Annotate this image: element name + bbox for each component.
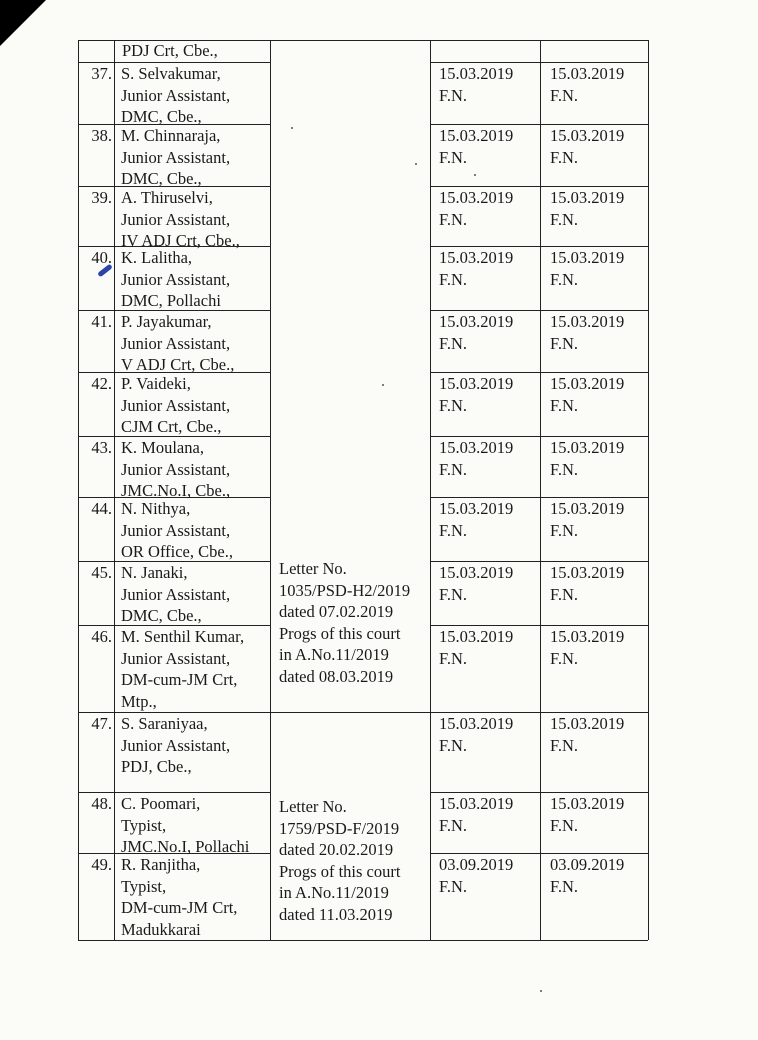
- employee-detail-line: DMC, Cbe.,: [121, 606, 202, 625]
- reference-text: dated 07.02.2019: [279, 602, 394, 621]
- serial-number: 37.: [91, 64, 112, 83]
- joined-date: 15.03.2019: [550, 188, 625, 207]
- relieved-date: F.N.: [439, 85, 468, 105]
- relieved-date: F.N.: [439, 459, 468, 479]
- column-rule: [430, 40, 431, 940]
- joined-date: F.N.: [550, 147, 579, 167]
- joined-date: F.N.: [550, 85, 579, 105]
- employee-detail-line: S. Selvakumar,: [121, 64, 221, 83]
- employee-detail-line: Typist,: [121, 815, 167, 835]
- relieved-date: 15.03.2019: [439, 794, 514, 813]
- joined-date: 15.03.2019: [550, 126, 625, 145]
- column-rule: [270, 40, 271, 940]
- employee-detail-line: JMC.No.I, Cbe.,: [121, 481, 231, 500]
- employee-detail-line: Junior Assistant,: [121, 85, 231, 105]
- employee-detail-line: Junior Assistant,: [121, 147, 231, 167]
- reference-text: dated 08.03.2019: [279, 666, 394, 686]
- employee-detail-line: DMC, Cbe.,: [121, 169, 202, 188]
- relieved-date: F.N.: [439, 395, 468, 415]
- reference-text: 1035/PSD-H2/2019: [279, 580, 411, 600]
- relieved-date: 15.03.2019: [439, 188, 514, 207]
- relieved-date: 15.03.2019: [439, 374, 514, 393]
- relieved-date: F.N.: [439, 584, 468, 604]
- reference-text: dated 20.02.2019: [279, 840, 394, 859]
- reference-text: in A.No.11/2019: [279, 883, 389, 902]
- reference-text: Letter No.: [279, 559, 347, 578]
- reference-text: Progs of this court: [279, 861, 401, 881]
- relieved-date: F.N.: [439, 209, 468, 229]
- relieved-date: F.N.: [439, 269, 468, 289]
- joined-date: F.N.: [550, 269, 579, 289]
- ref-rule: [270, 712, 430, 713]
- reference-text: 1759/PSD-F/2019: [279, 818, 400, 838]
- serial-number: 44.: [91, 499, 112, 518]
- employee-detail-line: K. Moulana,: [121, 438, 204, 457]
- employee-detail-line: Junior Assistant,: [121, 584, 231, 604]
- joined-date: F.N.: [550, 459, 579, 479]
- employee-detail-line: Junior Assistant,: [121, 209, 231, 229]
- employee-detail-line: JMC.No.I, Pollachi: [121, 837, 250, 856]
- relieved-date: F.N.: [439, 876, 468, 896]
- serial-number: 49.: [91, 855, 112, 874]
- serial-number: 38.: [91, 126, 112, 145]
- reference-text: dated 11.03.2019: [279, 904, 393, 924]
- employee-detail-line: Junior Assistant,: [121, 269, 231, 289]
- relieved-date: 15.03.2019: [439, 64, 514, 83]
- reference-text: in A.No.11/2019: [279, 645, 389, 664]
- employee-detail-line: Typist,: [121, 876, 167, 896]
- employee-detail-line: M. Senthil Kumar,: [121, 627, 245, 646]
- joined-date: 15.03.2019: [550, 627, 625, 646]
- employee-detail-line: Junior Assistant,: [121, 520, 231, 540]
- joined-date: F.N.: [550, 333, 579, 353]
- employee-detail-line: Junior Assistant,: [121, 735, 231, 755]
- serial-number: 42.: [91, 374, 112, 393]
- scan-speck: [540, 990, 542, 992]
- employee-detail-line: A. Thiruselvi,: [121, 188, 213, 207]
- ref-rule: [270, 940, 430, 941]
- relieved-date: F.N.: [439, 815, 468, 835]
- joined-date: 15.03.2019: [550, 248, 625, 267]
- employee-detail-line: Junior Assistant,: [121, 648, 231, 668]
- relieved-date: 15.03.2019: [439, 438, 514, 457]
- employee-detail-line: Junior Assistant,: [121, 459, 231, 479]
- employee-detail-line: IV ADJ Crt, Cbe.,: [121, 231, 240, 250]
- name-cell-fragment: PDJ Crt, Cbe.,: [122, 41, 218, 60]
- serial-number: 39.: [91, 188, 112, 207]
- employee-detail-line: M. Chinnaraja,: [121, 126, 221, 145]
- joined-date: F.N.: [550, 815, 579, 835]
- employee-detail-line: Mtp.,: [121, 691, 157, 711]
- scan-speck: [474, 174, 476, 176]
- relieved-date: 15.03.2019: [439, 499, 514, 518]
- column-rule: [648, 40, 649, 940]
- column-rule: [540, 40, 541, 940]
- ref-rule: [270, 40, 430, 41]
- reference-text: Progs of this court: [279, 623, 401, 643]
- employee-detail-line: DM-cum-JM Crt,: [121, 898, 238, 917]
- employee-detail-line: S. Saraniyaa,: [121, 714, 208, 733]
- scan-speck: [415, 163, 417, 165]
- employee-detail-line: DMC, Pollachi: [121, 291, 221, 310]
- relieved-date: 15.03.2019: [439, 248, 514, 267]
- serial-number: 45.: [91, 563, 112, 582]
- employee-detail-line: P. Jayakumar,: [121, 312, 212, 331]
- column-rule: [114, 40, 115, 940]
- employee-detail-line: C. Poomari,: [121, 794, 201, 813]
- serial-number: 43.: [91, 438, 112, 457]
- employee-detail-line: V ADJ Crt, Cbe.,: [121, 355, 235, 374]
- scan-corner-shadow: [0, 0, 46, 46]
- relieved-date: F.N.: [439, 735, 468, 755]
- serial-number: 40.: [91, 248, 112, 267]
- joined-date: 15.03.2019: [550, 312, 625, 331]
- joined-date: 15.03.2019: [550, 714, 625, 733]
- joined-date: F.N.: [550, 520, 579, 540]
- joined-date: F.N.: [550, 648, 579, 668]
- serial-number: 46.: [91, 627, 112, 646]
- serial-number: 47.: [91, 714, 112, 733]
- relieved-date: 15.03.2019: [439, 312, 514, 331]
- relieved-date: 15.03.2019: [439, 126, 514, 145]
- joined-date: F.N.: [550, 876, 579, 896]
- joined-date: F.N.: [550, 209, 579, 229]
- joined-date: 15.03.2019: [550, 499, 625, 518]
- relieved-date: F.N.: [439, 520, 468, 540]
- joined-date: 15.03.2019: [550, 794, 625, 813]
- scan-speck: [291, 127, 293, 129]
- serial-number: 41.: [91, 312, 112, 331]
- employee-detail-line: Madukkarai: [121, 919, 201, 939]
- employee-detail-line: Junior Assistant,: [121, 395, 231, 415]
- joined-date: 15.03.2019: [550, 64, 625, 83]
- relieved-date: F.N.: [439, 333, 468, 353]
- employee-detail-line: PDJ, Cbe.,: [121, 757, 192, 776]
- serial-number: 48.: [91, 794, 112, 813]
- employee-detail-line: K. Lalitha,: [121, 248, 193, 267]
- scan-speck: [382, 384, 384, 386]
- employee-detail-line: P. Vaideki,: [121, 374, 191, 393]
- relieved-date: 15.03.2019: [439, 563, 514, 582]
- joined-date: F.N.: [550, 735, 579, 755]
- employee-detail-line: OR Office, Cbe.,: [121, 542, 233, 561]
- joined-date: 15.03.2019: [550, 438, 625, 457]
- employee-detail-line: Junior Assistant,: [121, 333, 231, 353]
- relieved-date: 15.03.2019: [439, 714, 514, 733]
- joined-date: F.N.: [550, 395, 579, 415]
- relieved-date: F.N.: [439, 147, 468, 167]
- relieved-date: 15.03.2019: [439, 627, 514, 646]
- joined-date: 03.09.2019: [550, 855, 625, 874]
- relieved-date: F.N.: [439, 648, 468, 668]
- employee-detail-line: CJM Crt, Cbe.,: [121, 417, 222, 436]
- joined-date: 15.03.2019: [550, 563, 625, 582]
- employee-detail-line: DM-cum-JM Crt,: [121, 670, 238, 689]
- employee-detail-line: N. Nithya,: [121, 499, 191, 518]
- relieved-date: 03.09.2019: [439, 855, 514, 874]
- joined-date: F.N.: [550, 584, 579, 604]
- row-rule: [430, 40, 648, 41]
- employee-detail-line: DMC, Cbe.,: [121, 107, 202, 126]
- joined-date: 15.03.2019: [550, 374, 625, 393]
- reference-text: Letter No.: [279, 797, 347, 816]
- employee-detail-line: R. Ranjitha,: [121, 855, 201, 874]
- employee-detail-line: N. Janaki,: [121, 563, 188, 582]
